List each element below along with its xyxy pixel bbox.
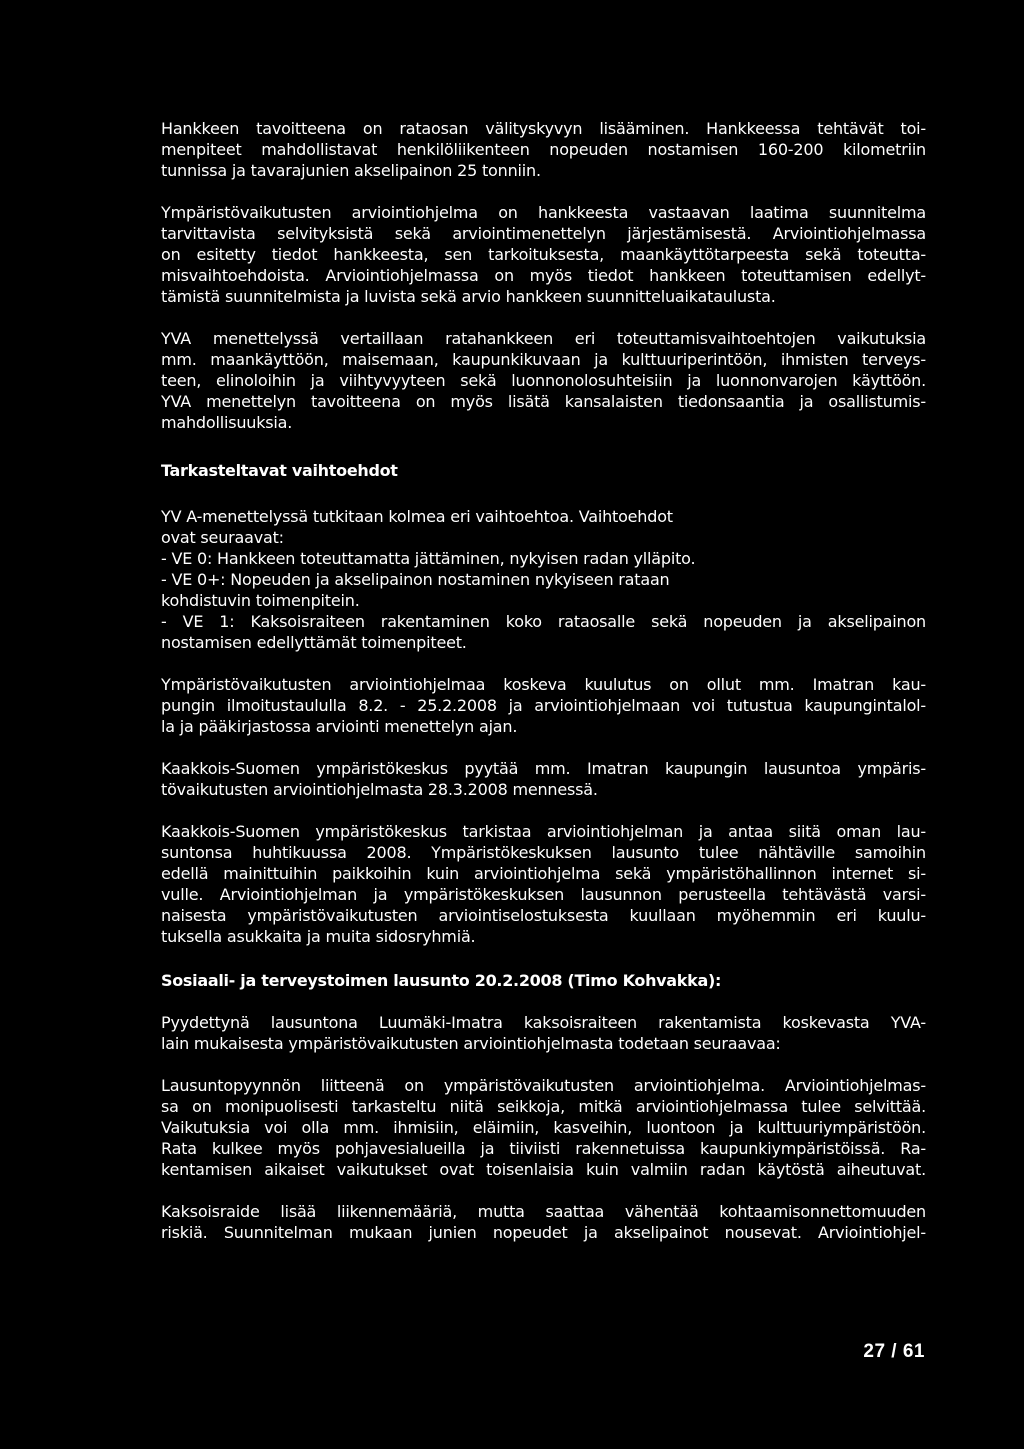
text-line: Pyydettynä lausuntona Luumäki-Imatra kaksoisraiteen rakentamista koskevasta YVA-: [161, 1013, 926, 1032]
text-line: misvaihtoehdoista. Arviointiohjelmassa on myös tiedot hankkeen toteuttamisen edellyt-: [161, 266, 926, 285]
text-line: kohdistuvin toimenpitein.: [161, 591, 360, 610]
text-line: teen, elinoloihin ja viihtyvyyteen sekä luonnonolosuhteisiin ja luonnonvarojen käyttöön.: [161, 371, 926, 390]
text-line: Kaksoisraide lisää liikennemääriä, mutta saattaa vähentää kohtaamisonnettomuuden: [161, 1202, 926, 1221]
text-line: riskiä. Suunnitelman mukaan junien nopeudet ja akselipainot nousevat. Arviointiohjel-: [161, 1223, 926, 1242]
text-line: naisesta ympäristövaikutusten arviointiselostuksesta kuullaan myöhemmin eri kuulu-: [161, 906, 926, 925]
paragraph-announcement: [161, 674, 926, 737]
page-number: 27 / 61: [863, 1341, 925, 1362]
text-line: Kaakkois-Suomen ympäristökeskus tarkistaa arviointiohjelman ja antaa siitä oman lau-: [161, 822, 926, 841]
text-line: Rata kulkee myös pohjavesialueilla ja tiiviisti rakennetuissa kaupunkiympäristöissä. Ra-: [161, 1139, 926, 1158]
paragraph-statement-intro: [161, 1012, 926, 1054]
text-line: YVA menettelyssä vertaillaan ratahankkeen eri toteuttamisvaihtoehtojen vaikutuksia: [161, 329, 926, 348]
paragraph-environment-centre-review: [161, 821, 926, 947]
document-body: [161, 118, 926, 1243]
text-line: mahdollisuuksia.: [161, 413, 293, 432]
text-line: tarvittavista selvityksistä sekä arviointimenettelyn järjestämisestä. Arviointiohjelmassa: [161, 224, 926, 243]
text-line: sa on monipuolisesti tarkasteltu niitä seikkoja, mitkä arviointiohjelmassa tulee selvittää.: [161, 1097, 926, 1116]
text-line: suntonsa huhtikuussa 2008. Ympäristökeskuksen lausunto tulee nähtäville samoihin: [161, 843, 926, 862]
text-line: edellä mainittuihin paikkoihin kuin arviointiohjelma sekä ympäristöhallinnon internet si-: [161, 864, 926, 883]
text-line: Vaikutuksia voi olla mm. ihmisiin, eläimiin, kasveihin, luontoon ja kulttuuriympäristöön.: [161, 1118, 926, 1137]
text-line: YV A-menettelyssä tutkitaan kolmea eri vaihtoehtoa. Vaihtoehdot: [161, 507, 673, 526]
section-heading-social-health-statement: Sosiaali- ja terveystoimen lausunto 20.2.2008 (Timo Kohvakka):: [161, 971, 722, 990]
text-line: tämistä suunnitelmista ja luvista sekä arvio hankkeen suunnitteluaikataulusta.: [161, 287, 776, 306]
text-line: mm. maankäyttöön, maisemaan, kaupunkikuvaan ja kulttuuriperintöön, ihmisten terveys-: [161, 350, 926, 369]
paragraph-statement-request: [161, 758, 926, 800]
text-line: menpiteet mahdollistavat henkilöliikenteen nopeuden nostamisen 160-200 kilometriin: [161, 140, 926, 159]
text-line: kentamisen aikaiset vaikutukset ovat toisenlaisia kuin valmiin radan käytöstä aiheutuvat.: [161, 1160, 926, 1179]
text-line: lain mukaisesta ympäristövaikutusten arviointiohjelmasta todetaan seuraavaa:: [161, 1034, 781, 1053]
text-line: on esitetty tiedot hankkeesta, sen tarkoituksesta, maankäyttötarpeesta sekä toteutta-: [161, 245, 926, 264]
list-item: - VE 1: Kaksoisraiteen rakentaminen koko rataosalle sekä nopeuden ja akselipainon: [161, 612, 926, 631]
text-line: ovat seuraavat:: [161, 528, 284, 547]
section-heading-alternatives: Tarkasteltavat vaihtoehdot: [161, 461, 398, 480]
text-line: Ympäristövaikutusten arviointiohjelmaa koskeva kuulutus on ollut mm. Imatran kau-: [161, 675, 926, 694]
list-item: - VE 0: Hankkeen toteuttamatta jättäminen, nykyisen radan ylläpito.: [161, 549, 696, 568]
text-line: Lausuntopyynnön liitteenä on ympäristövaikutusten arviointiohjelma. Arviointiohjelmas-: [161, 1076, 926, 1095]
text-line: Hankkeen tavoitteena on rataosan välityskyvyn lisääminen. Hankkeessa tehtävät toi-: [161, 119, 926, 138]
text-line: tunnissa ja tavarajunien akselipainon 25 tonniin.: [161, 161, 541, 180]
text-line: Ympäristövaikutusten arviointiohjelma on hankkeesta vastaavan laatima suunnitelma: [161, 203, 926, 222]
paragraph-yva-procedure: [161, 328, 926, 433]
text-line: Kaakkois-Suomen ympäristökeskus pyytää mm. Imatran kaupungin lausuntoa ympäris-: [161, 759, 926, 778]
text-line: YVA menettelyn tavoitteena on myös lisätä kansalaisten tiedonsaantia ja osallistumis-: [161, 392, 926, 411]
text-line: la ja pääkirjastossa arviointi menettelyn ajan.: [161, 717, 518, 736]
list-item: - VE 0+: Nopeuden ja akselipainon nostaminen nykyiseen rataan: [161, 570, 670, 589]
text-line: tuksella asukkaita ja muita sidosryhmiä.: [161, 927, 476, 946]
text-line: nostamisen edellyttämät toimenpiteet.: [161, 633, 467, 652]
text-line: tövaikutusten arviointiohjelmasta 28.3.2008 mennessä.: [161, 780, 598, 799]
paragraph-assessment-program: [161, 202, 926, 307]
text-line: pungin ilmoitustaululla 8.2. - 25.2.2008 ja arviointiohjelmaan voi tutustua kaupungintalol-: [161, 696, 926, 715]
paragraph-project-goal: [161, 118, 926, 181]
paragraph-double-track: [161, 1201, 926, 1243]
paragraph-alternatives-list: [161, 506, 926, 653]
paragraph-appendix-review: [161, 1075, 926, 1180]
text-line: vulle. Arviointiohjelman ja ympäristökeskuksen lausunnon perusteella tehtävästä varsi-: [161, 885, 926, 904]
